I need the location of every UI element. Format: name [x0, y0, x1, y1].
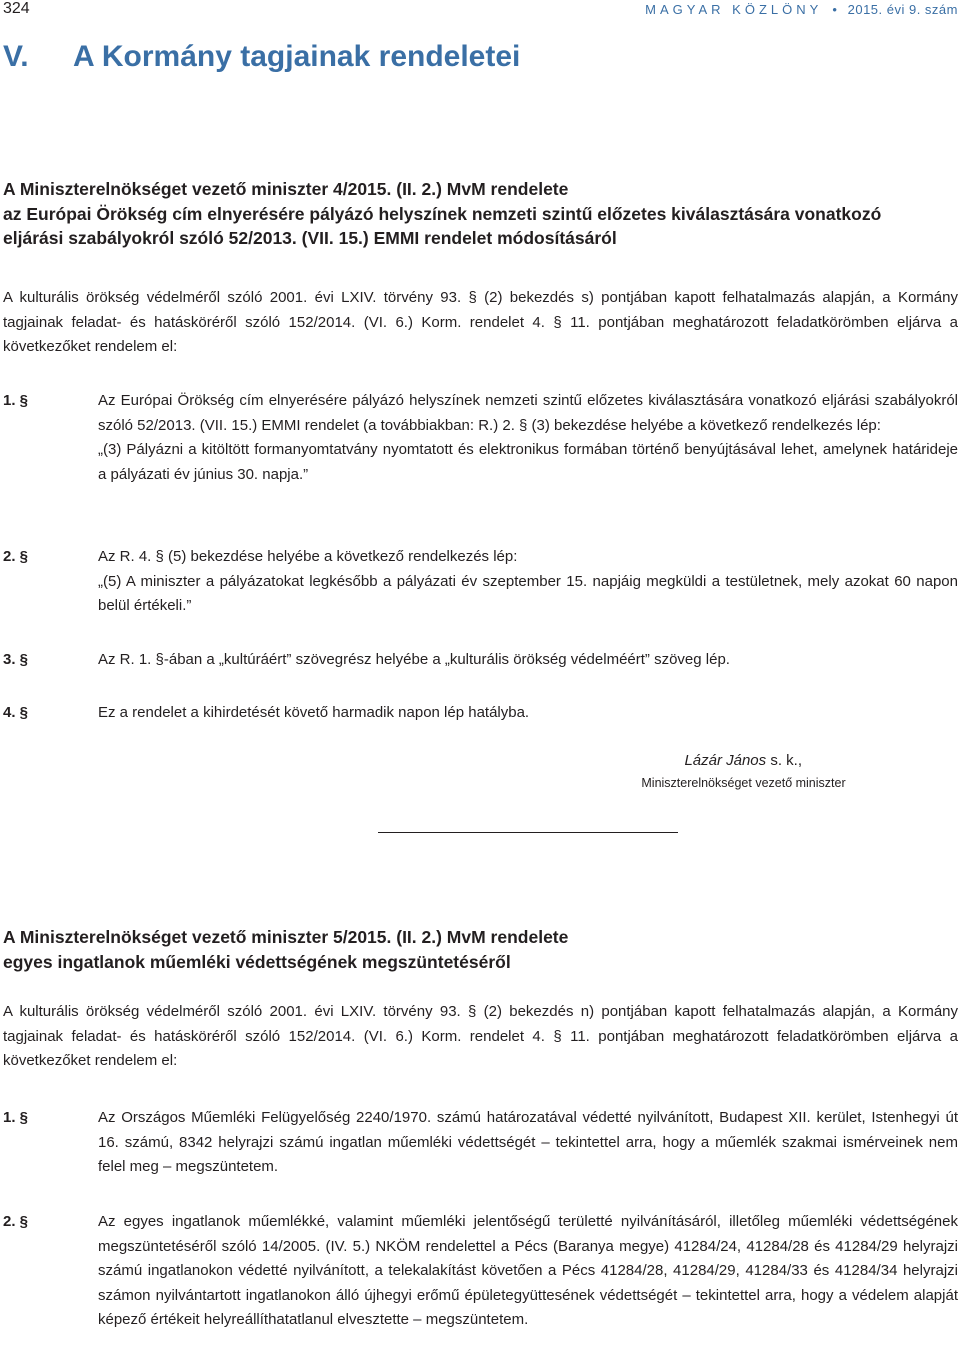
decree1-section-1: [3, 389, 958, 487]
section-label: 2. §: [3, 1213, 29, 1230]
decree1-title: [3, 177, 881, 251]
decree1-section-2: [3, 545, 958, 619]
section-text: Az R. 1. §-ában a „kultúráért” szövegrész helyébe a „kulturális örökség védelméért” szöveg lép.: [98, 651, 730, 668]
header-bullet: •: [832, 2, 838, 17]
chapter-number: V.: [3, 40, 29, 73]
issue-number: 2015. évi 9. szám: [847, 2, 958, 17]
decree1-title-line: eljárási szabályokról szóló 52/2013. (VII. 15.) EMMI rendelet módosításáról: [3, 228, 617, 248]
section-label: 4. §: [3, 704, 29, 721]
decree2-title: [3, 925, 568, 974]
decree1-section-4: [3, 701, 958, 726]
section-label: 3. §: [3, 651, 29, 668]
signatory-role: Miniszterelnökséget vezető miniszter: [641, 776, 846, 790]
signature-line: [0, 752, 802, 769]
section-text: Ez a rendelet a kihirdetését követő harmadik napon lép hatályba.: [98, 704, 530, 721]
section-label: 2. §: [3, 548, 29, 565]
section-text: [98, 545, 958, 619]
section-quote: „(5) A miniszter a pályázatokat legkésőbb a pályázati év szeptember 15. napjáig megküldi a testületnek, mely azokat 60 napon belül értékeli.”: [98, 572, 958, 614]
section-text: Az Országos Műemléki Felügyelőség 2240/1970. számú határozatával védetté nyilvánított, Budapest XII. kerület, Istenhegyi út 16. számú, 8342 helyrajzi számú ingatlan műemléki védettségét – tekintettel arra, hogy a műemlék szakmai ismérveinek nem felel meg – megszüntetem.: [98, 1109, 958, 1175]
decree1-title-line: A Miniszterelnökséget vezető miniszter 4/2015. (II. 2.) MvM rendelete: [3, 179, 569, 199]
chapter-title: A Kormány tagjainak rendeletei: [73, 40, 521, 73]
decree1-title-line: az Európai Örökség cím elnyerésére pályázó helyszínek nemzeti szintű előzetes kiválasztására vonatkozó: [3, 203, 882, 224]
section-body: Az Európai Örökség cím elnyerésére pályázó helyszínek nemzeti szintű előzetes kiválasztására vonatkozó eljárási szabályokról szóló 52/2013. (VII. 15.) EMMI rendelet (a továbbiakban: R.) 2. § (3) bekezdése helyébe a következő rendelkezés lép:: [98, 392, 958, 434]
decree2-title-line: egyes ingatlanok műemléki védettségének megszüntetéséről: [3, 951, 511, 972]
decree2-section-1: [3, 1106, 958, 1180]
section-body: Az R. 4. § (5) bekezdése helyébe a következő rendelkezés lép:: [98, 548, 518, 565]
running-header: [645, 2, 958, 17]
decree2-preamble: A kulturális örökség védelméről szóló 2001. évi LXIV. törvény 93. § (2) bekezdés n) pontjában kapott felhatalmazás alapján, a Kormány tagjainak feladat- és hatásköréről szóló 152/2014. (VI. 6.) Korm. rendelet 4. § 11. pontjában meghatározott feladatkörömben eljárva a következőket rendelem el:: [3, 1003, 958, 1069]
separator-rule: [378, 832, 678, 833]
publication-name: MAGYAR KÖZLÖNY: [645, 2, 823, 17]
section-text: [98, 389, 958, 487]
decree2-section-2: [3, 1210, 958, 1333]
section-quote: „(3) Pályázni a kitöltött formanyomtatvány nyomtatott és elektronikus formában történő benyújtásával lehet, amelynek határideje a pályázati év június 30. napja.”: [98, 441, 958, 483]
signatory-name: Lázár János: [684, 752, 767, 769]
decree2-title-line: A Miniszterelnökséget vezető miniszter 5/2015. (II. 2.) MvM rendelete: [3, 927, 569, 947]
section-text: Az egyes ingatlanok műemlékké, valamint műemléki jelentőségű területté nyilvánításáról, illetőleg műemléki védettségének megszüntetéséről szóló 14/2005. (IV. 5.) NKÖM rendelettel a Pécs (Baranya megye) 41284/24, 41284/28 és 41284/29 helyrajzi számú ingatlanokon védetté nyilvánított, a telekalakítást követően a Pécs 41284/28, 41284/29, 41284/33 és 41284/34 helyrajzi számon nyilvántartott ingatlanokon álló újhegyi erőmű épületegyüttesének védettségét – tekintettel arra, hogy a védelem alapját képező értékeit helyreállíthatatlanul elvesztette – megszüntetem.: [98, 1213, 958, 1328]
section-label: 1. §: [3, 392, 29, 409]
chapter-heading: [3, 40, 520, 74]
decree1-section-3: [3, 648, 958, 673]
page-number: 324: [3, 0, 30, 17]
signatory-suffix: s. k.,: [766, 752, 802, 769]
decree1-preamble: A kulturális örökség védelméről szóló 2001. évi LXIV. törvény 93. § (2) bekezdés s) pontjában kapott felhatalmazás alapján, a Kormány tagjainak feladat- és hatásköréről szóló 152/2014. (VI. 6.) Korm. rendelet 4. § 11. pontjában meghatározott feladatkörömben eljárva a következőket rendelem el:: [3, 289, 958, 355]
section-label: 1. §: [3, 1109, 29, 1126]
